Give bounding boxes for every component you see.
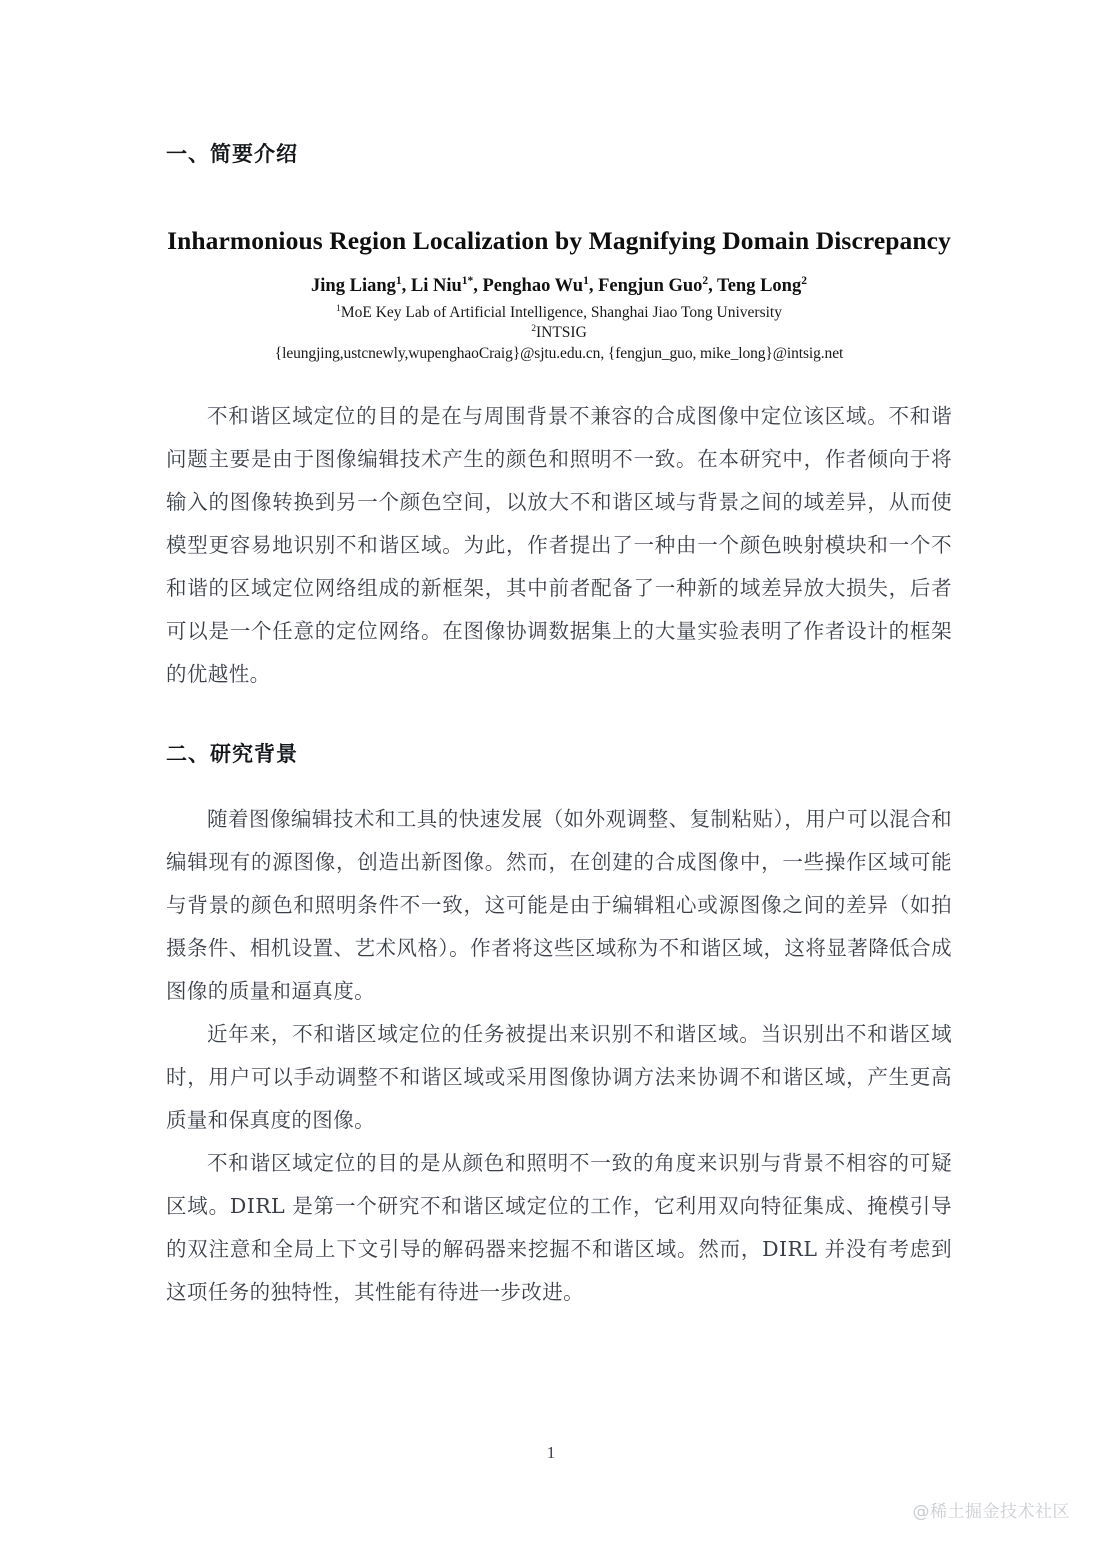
section-heading-one: 一、简要介绍 [166,142,298,166]
section-two-paragraph-2: 近年来，不和谐区域定位的任务被提出来识别不和谐区域。当识别出不和谐区域时，用户可以手动调整不和谐区域或采用图像协调方法来协调不和谐区域，产生更高质量和保真度的图像。 [166,1021,952,1132]
author-1-affil-marker: 1 [395,274,402,287]
author-5-name: , Teng Long [708,275,802,296]
author-4-affil-marker: 2 [702,274,709,287]
paper-affiliation-2 [166,323,952,343]
site-watermark: @稀土掘金技术社区 [912,1502,1070,1522]
author-2-name: , Li Niu [401,275,462,296]
page-number: 1 [546,1443,556,1462]
section-one-paragraph-1: 不和谐区域定位的目的是在与周围背景不兼容的合成图像中定位该区域。不和谐问题主要是由于图像编辑技术产生的颜色和照明不一致。在本研究中，作者倾向于将输入的图像转换到另一个颜色空间，以放大不和谐区域与背景之间的域差异，从而使模型更容易地识别不和谐区域。为此，作者提出了一种由一个颜色映射模块和一个不和谐的区域定位网络组成的新框架，其中前者配备了一种新的域差异放大损失，后者可以是一个任意的定位网络。在图像协调数据集上的大量实验表明了作者设计的框架的优越性。 [166,403,952,686]
author-5-affil-marker: 2 [801,274,807,287]
paper-emails: {leungjing,ustcnewly,wupenghaoCraig}@sjtu.edu.cn, {fengjun_guo, mike_long}@intsig.net [274,345,844,363]
affiliation-2-marker: 2 [531,322,536,334]
paper-header-block [166,226,952,365]
page-content [166,130,952,1314]
author-1-name: Jing Liang [311,275,396,296]
section-heading-two: 二、研究背景 [166,741,298,766]
affiliation-1-text: MoE Key Lab of Artificial Intelligence, Shanghai Jiao Tong University [340,303,782,321]
author-4-name: , Fengjun Guo [588,275,703,296]
author-2-affil-marker: 1* [461,274,474,287]
author-3-affil-marker: 1 [583,274,589,287]
paper-title: Inharmonious Region Localization by Magnifying Domain Discrepancy [167,226,951,255]
section-two-paragraph-1: 随着图像编辑技术和工具的快速发展（如外观调整、复制粘贴），用户可以混合和编辑现有的源图像，创造出新图像。然而，在创建的合成图像中，一些操作区域可能与背景的颜色和照明条件不一致，这可能是由于编辑粗心或源图像之间的差异（如拍摄条件、相机设置、艺术风格）。作者将这些区域称为不和谐区域，这将显著降低合成图像的质量和逼真度。 [166,806,952,1003]
paper-affiliation-1 [166,303,952,323]
affiliation-1-marker: 1 [336,302,341,314]
author-3-name: , Penghao Wu [473,275,584,296]
affiliation-2-text: INTSIG [535,323,587,341]
paper-authors [166,275,952,297]
section-two-paragraph-3: 不和谐区域定位的目的是从颜色和照明不一致的角度来识别与背景不相容的可疑区域。DIRL 是第一个研究不和谐区域定位的工作，它利用双向特征集成、掩模引导的双注意和全局上下文引导的解码器来挖掘不和谐区域。然而，DIRL 并没有考虑到这项任务的独特性，其性能有待进一步改进。 [166,1150,952,1304]
